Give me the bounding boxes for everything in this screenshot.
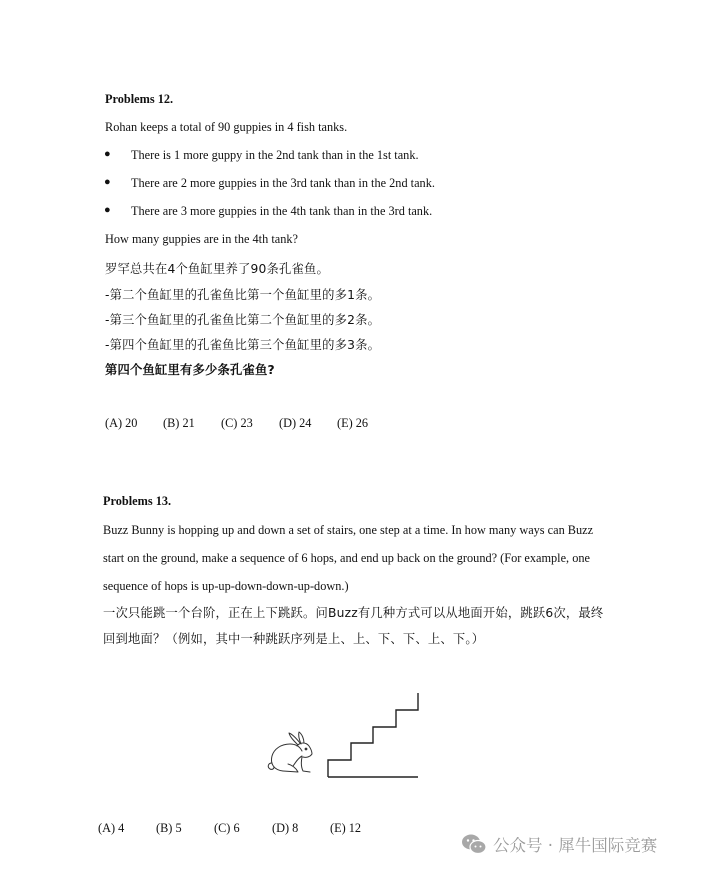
option-b: (B) 21 [163, 416, 195, 430]
rabbit-icon [268, 732, 312, 772]
option-b: (B) 5 [156, 821, 182, 835]
watermark [461, 832, 657, 856]
problem-13-text-line: Buzz Bunny is hopping up and down a set of stairs, one step at a time. In how many ways can Buzz [103, 523, 594, 537]
problem-12-question: How many guppies are in the 4th tank? [105, 232, 298, 246]
wechat-icon [461, 833, 487, 855]
option-c: (C) 6 [214, 821, 240, 835]
option-d: (D) 24 [279, 416, 312, 430]
option-e: (E) 12 [330, 821, 362, 835]
chinese-line: 一次只能跳一个台阶，正在上下跳跃。问Buzz有几种方式可以从地面开始，跳跃6次，最终 [103, 606, 604, 620]
problem-13-text-line: start on the ground, make a sequence of 6 hops, and end up back on the ground? (For example, one [103, 551, 590, 565]
bullet-icon: ● [104, 204, 111, 216]
watermark-text: 公众号 · 犀牛国际竞赛 [493, 836, 658, 855]
bullet-icon: ● [104, 176, 111, 188]
bullet-icon: ● [104, 148, 111, 160]
option-e: (E) 26 [337, 416, 369, 430]
option-a: (A) 20 [105, 416, 138, 430]
bullet-item: There is 1 more guppy in the 2nd tank than in the 1st tank. [131, 148, 419, 162]
chinese-line: 第四个鱼缸里有多少条孔雀鱼? [105, 363, 275, 377]
chinese-line: 罗罕总共在4个鱼缸里养了90条孔雀鱼。 [105, 262, 330, 276]
problem-13-title: Problems 13. [103, 494, 172, 508]
chinese-line: 回到地面？（例如，其中一种跳跃序列是上、上、下、下、上、下。） [103, 632, 485, 646]
bullet-item: There are 2 more guppies in the 3rd tank than in the 2nd tank. [131, 176, 435, 190]
option-c: (C) 23 [221, 416, 253, 430]
bullet-item: There are 3 more guppies in the 4th tank than in the 3rd tank. [131, 204, 433, 218]
option-a: (A) 4 [98, 821, 125, 835]
problem-12-intro: Rohan keeps a total of 90 guppies in 4 fish tanks. [105, 120, 348, 134]
problem-13-text-line: sequence of hops is up-up-down-down-up-down.) [103, 579, 349, 593]
option-d: (D) 8 [272, 821, 299, 835]
chinese-line: -第二个鱼缸里的孔雀鱼比第一个鱼缸里的多1条。 [105, 288, 381, 302]
chinese-line: -第三个鱼缸里的孔雀鱼比第二个鱼缸里的多2条。 [105, 313, 381, 327]
problem-12-title: Problems 12. [105, 92, 174, 106]
chinese-line: -第四个鱼缸里的孔雀鱼比第三个鱼缸里的多3条。 [105, 338, 381, 352]
staircase-icon [328, 693, 418, 777]
